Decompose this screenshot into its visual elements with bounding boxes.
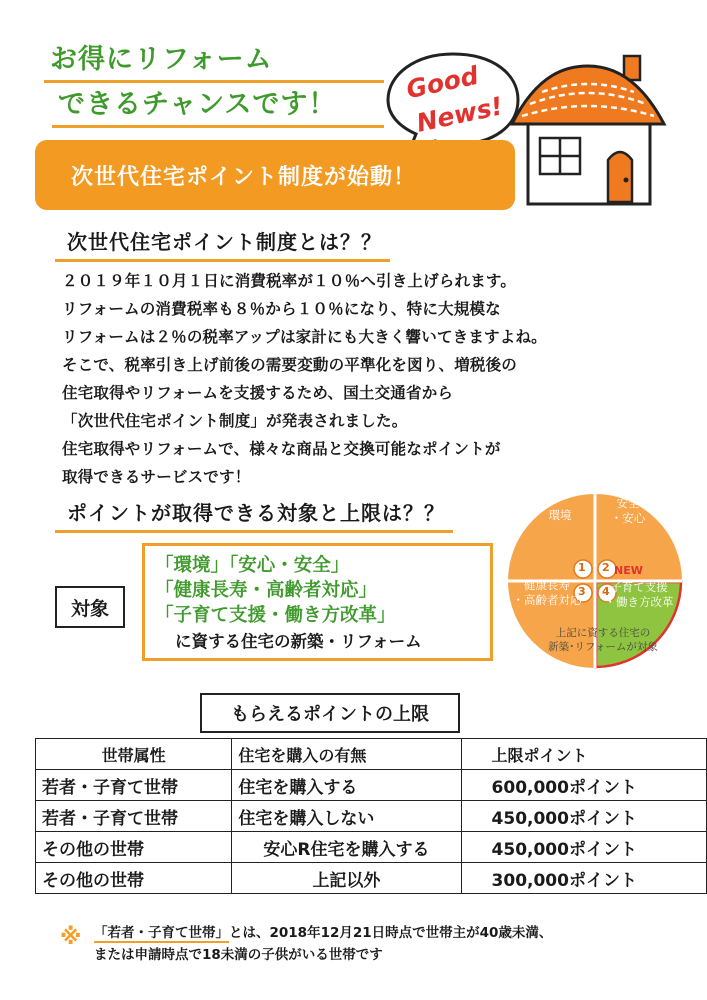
footnote-line-1 (60, 922, 690, 944)
table-row (36, 863, 707, 894)
cell-household: その他の世帯 (36, 863, 232, 894)
pie-new-badge: NEW (614, 564, 643, 577)
paragraph-line: リフォームの消費税率も８％から１０％になり、特に大規模な (62, 300, 501, 318)
house-illustration (508, 52, 668, 212)
points-table (35, 738, 707, 894)
headline-line-1: お得にリフォーム (44, 40, 384, 83)
pie-number-2: 2 (602, 561, 610, 574)
table-row (36, 801, 707, 832)
paragraph-line: リフォームは２％の税率アップは家計にも大きく響いてきますよね。 (62, 328, 547, 346)
bubble-line-1: Good (403, 60, 482, 105)
target-line: 「子育て支援・働き方改革」 (155, 605, 396, 626)
paragraph-line: 取得できるサービスです！ (62, 468, 251, 486)
points-title: もらえるポイントの上限 (200, 693, 460, 733)
footnote-line-2: または申請時点で18未満の子供がいる世帯です (94, 947, 383, 963)
pie-label-safety-a: 安全 (616, 496, 640, 510)
banner-text: 次世代住宅ポイント制度が始動！ (71, 164, 417, 190)
section-heading-targets: ポイントが取得できる対象と上限は？？ (55, 497, 453, 533)
house-icon (508, 52, 668, 212)
cell-purchase: 上記以外 (232, 863, 461, 894)
target-box (142, 543, 493, 661)
pie-label-childcare-b: ・働き方改革 (604, 595, 674, 609)
pie-number-3: 3 (578, 585, 586, 598)
pie-number-1: 1 (578, 561, 586, 574)
footnote (60, 922, 690, 966)
header-purchase: 住宅を購入の有無 (232, 739, 461, 770)
pie-label-health-b: ・高齢者対応 (512, 593, 582, 607)
pie-label-safety-b: ・安心 (610, 511, 646, 525)
cell-limit: 300,000ポイント (461, 863, 706, 894)
target-line: 「環境」「安心・安全」 (155, 555, 350, 576)
cell-purchase: 住宅を購入する (232, 770, 461, 801)
section-heading-about: 次世代住宅ポイント制度とは？？ (55, 226, 390, 262)
pie-label-safety (602, 496, 654, 526)
paragraph-line: 住宅取得やリフォームを支援するため、国土交通省から (62, 384, 454, 402)
paragraph-line: 「次世代住宅ポイント制度」が発表されました。 (62, 412, 408, 430)
footnote-line-1-rest: とは、2018年12月21日時点で世帯主が40歳未満、 (229, 925, 553, 941)
pie-label-childcare (596, 580, 682, 610)
cell-purchase: 安心R住宅を購入する (232, 832, 461, 863)
pie-caption (513, 626, 693, 654)
headline (44, 40, 384, 130)
cell-household: その他の世帯 (36, 832, 232, 863)
header-limit: 上限ポイント (461, 739, 706, 770)
paragraph-line: 住宅取得やリフォームで、様々な商品と交換可能なポイントが (62, 440, 501, 458)
cell-limit: 600,000ポイント (461, 770, 706, 801)
target-label: 対象 (55, 586, 125, 628)
pie-caption-line-2: 新築･リフォームが対象 (548, 641, 658, 653)
cell-household: 若者・子育て世帯 (36, 801, 232, 832)
cell-limit: 450,000ポイント (461, 801, 706, 832)
table-row (36, 770, 707, 801)
footnote-highlight: 「若者・子育て世帯」 (94, 925, 229, 941)
pie-caption-line-1: 上記に資する住宅の (555, 627, 651, 639)
headline-line-2: できるチャンスです！ (52, 85, 384, 128)
target-suffix: に資する住宅の新築・リフォーム (175, 632, 422, 651)
pie-label-environment: 環境 (548, 508, 572, 522)
target-line: 「健康長寿・高齢者対応」 (155, 580, 378, 601)
paragraph-line: ２０１９年１０月１日に消費税率が１０％へ引き上げられます。 (62, 272, 517, 290)
asterisk-icon: ※ (60, 925, 82, 950)
paragraph-line: そこで、税率引き上げ前後の需要変動の平準化を図り、増税後の (62, 356, 517, 374)
pie-label-childcare-a: 子育て支援 (610, 580, 668, 594)
pie-number-4: 4 (602, 585, 610, 598)
banner (35, 140, 515, 210)
bubble-line-2: News! (413, 91, 506, 138)
cell-purchase: 住宅を購入しない (232, 801, 461, 832)
table-row (36, 832, 707, 863)
pie-label-health-a: 健康長寿 (524, 578, 570, 592)
about-paragraph (62, 267, 662, 491)
cell-household: 若者・子育て世帯 (36, 770, 232, 801)
header-household: 世帯属性 (36, 739, 232, 770)
table-header-row (36, 739, 707, 770)
cell-limit: 450,000ポイント (461, 832, 706, 863)
pie-label-health (504, 578, 590, 608)
